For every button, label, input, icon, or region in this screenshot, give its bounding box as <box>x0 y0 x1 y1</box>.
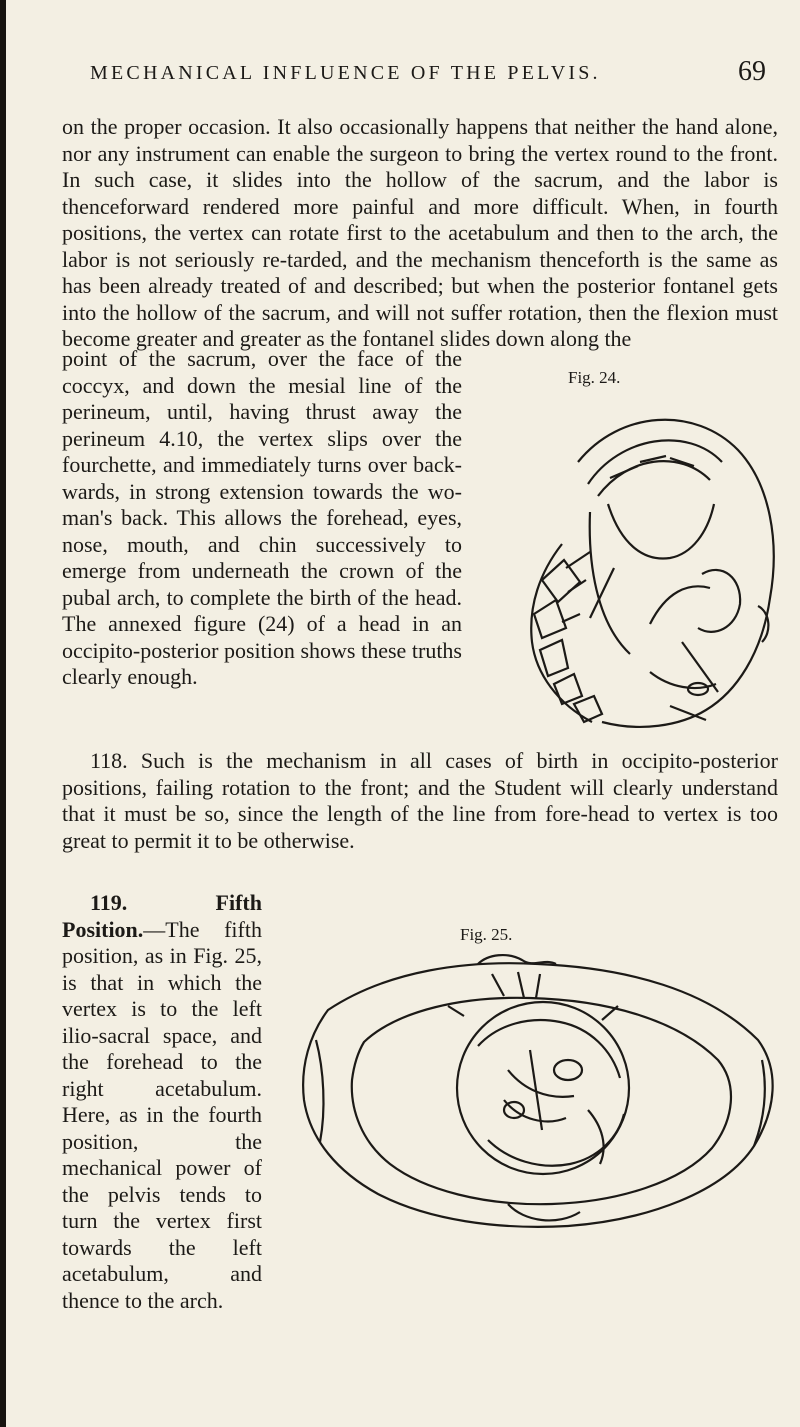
fig24-illustration <box>470 392 790 744</box>
paragraph-beside-fig24: point of the sacrum, over the face of the coccyx, and down the mesial line of the perineum, until, having thrust away the perineum 4.10, the vertex slips over the fourchette, and immediately turns over back-wards, in strong extension towards the wo-man's back. This allows the forehead, eyes, nose, mouth, and chin successively to emerge from underneath the crown of the pubal arch, to complete the birth of the head. The annexed figure (24) of a head in an occipito-posterior position shows these truths clearly enough. <box>62 346 462 689</box>
running-title: MECHANICAL INFLUENCE OF THE PELVIS. <box>90 62 601 84</box>
paragraph-119-body: —The fifth position, as in Fig. 25, is that in which the vertex is to the left ilio-sacral space, and the forehead to the right acetabulum. Here, as in the fourth position, the mechanical power of the pelvis tends to turn the vertex first towards the left acetabulum, and thence to the arch. <box>62 916 262 1313</box>
pelvic-inlet-fetal-head-icon <box>268 950 788 1240</box>
paragraph-119 <box>62 890 262 1314</box>
fig25-caption: Fig. 25. <box>460 925 513 944</box>
fig24-caption: Fig. 24. <box>568 368 621 387</box>
running-head <box>90 56 780 90</box>
paragraph-118: 118. Such is the mechanism in all cases of birth in occipito-posterior positions, failing rotation to the front; and the Student will clearly understand that it must be so, since the length of the line from fore-head to vertex is too great to permit it to be otherwise. <box>62 748 778 853</box>
section-heading-fifth-position: 119. Fifth Position. <box>62 890 262 942</box>
paragraph-continued: on the proper occasion. It also occasionally happens that neither the hand alone, nor any instrument can enable the surgeon to bring the vertex round to the front. In such case, it slides into the hollow of the sacrum, and the labor is thenceforward rendered more painful and more difficult. When, in fourth positions, the vertex can rotate first to the acetabulum and then to the arch, the labor is not seriously re-tarded, and the mechanism thenceforth is the same as has been already treated of and described; but when the posterior fontanel gets into the hollow of the sacrum, and will not suffer rotation, then the flexion must become greater and greater as the fontanel slides down along the <box>62 114 778 351</box>
page-spine-shadow <box>0 0 6 1427</box>
pelvis-section-fetal-head-icon <box>470 392 790 744</box>
page-number: 69 <box>738 56 766 87</box>
fig25-illustration <box>268 950 788 1240</box>
